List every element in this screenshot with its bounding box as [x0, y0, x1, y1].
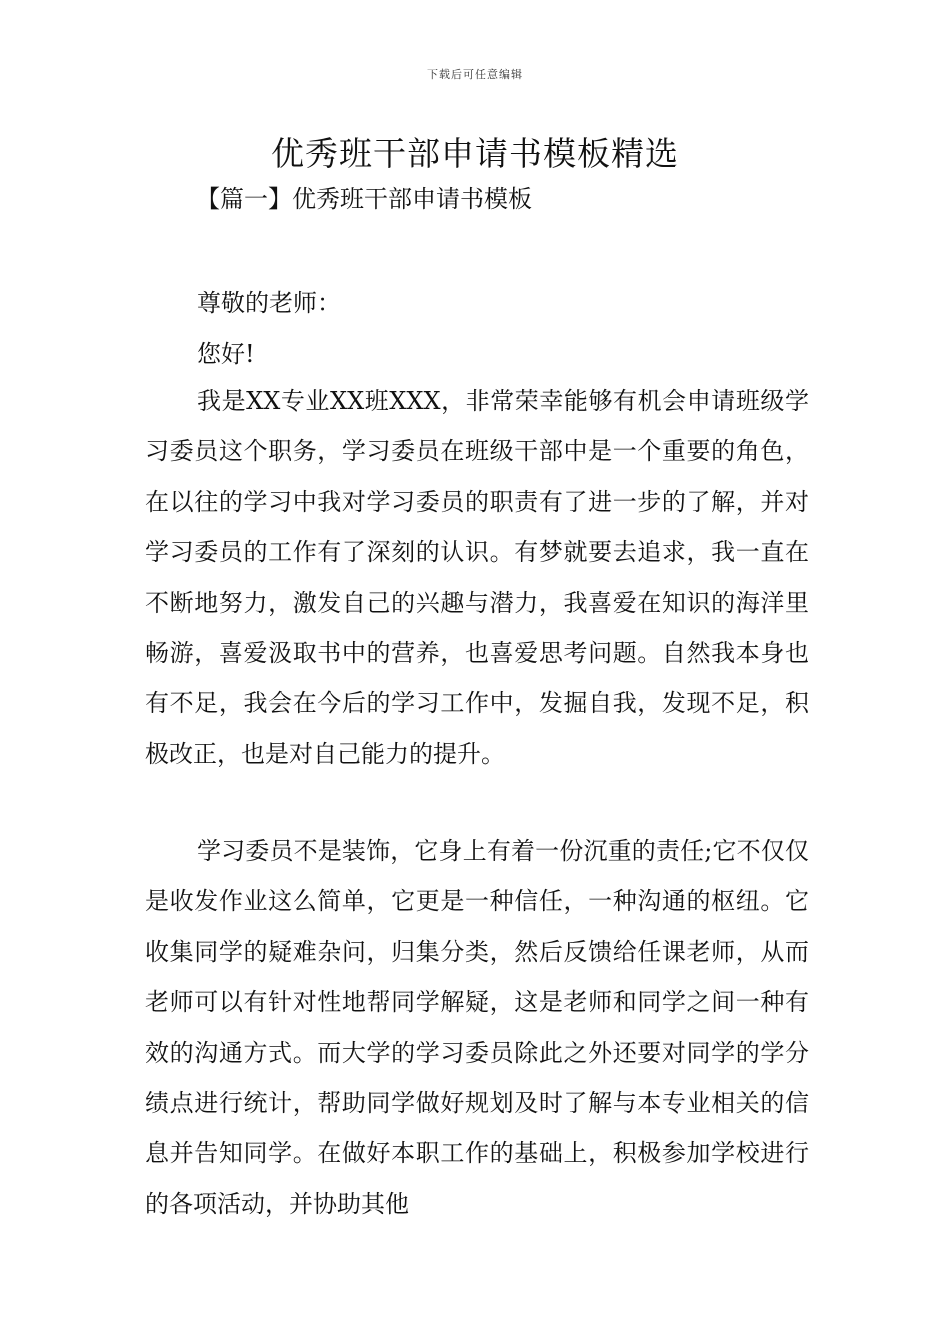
body-paragraph: 学习委员不是装饰，它身上有着一份沉重的责任;它不仅仅是收发作业这么简单，它更是一种信任，一种沟通的枢纽。它收集同学的疑难杂问，归集分类，然后反馈给任课老师，从而老师可以有针对性地帮同学解疑，这是老师和同学之间一种有效的沟通方式。而大学的学习委员除此之外还要对同学的学分绩点进行统计，帮助同学做好规划及时了解与本专业相关的信息并告知同学。在做好本职工作的基础上，积极参加学校进行的各项活动，并协助其他: [145, 837, 809, 1218]
document-title: 优秀班干部申请书模板精选: [271, 134, 679, 173]
salutation: 尊敬的老师：: [197, 289, 341, 317]
header-note: 下载后可任意编辑: [427, 68, 523, 81]
section-heading: 【篇一】优秀班干部申请书模板: [196, 185, 532, 213]
greeting: 您好!: [197, 340, 255, 368]
body-paragraph: 我是XX专业XX班XXX，非常荣幸能够有机会申请班级学习委员这个职务，学习委员在班级干部中是一个重要的角色，在以往的学习中我对学习委员的职责有了进一步的了解，并对学习委员的工作有了深刻的认识。有梦就要去追求，我一直在不断地努力，激发自己的兴趣与潜力，我喜爱在知识的海洋里畅游，喜爱汲取书中的营养，也喜爱思考问题。自然我本身也有不足，我会在今后的学习工作中，发掘自我，发现不足，积极改正，也是对自己能力的提升。: [145, 387, 809, 768]
